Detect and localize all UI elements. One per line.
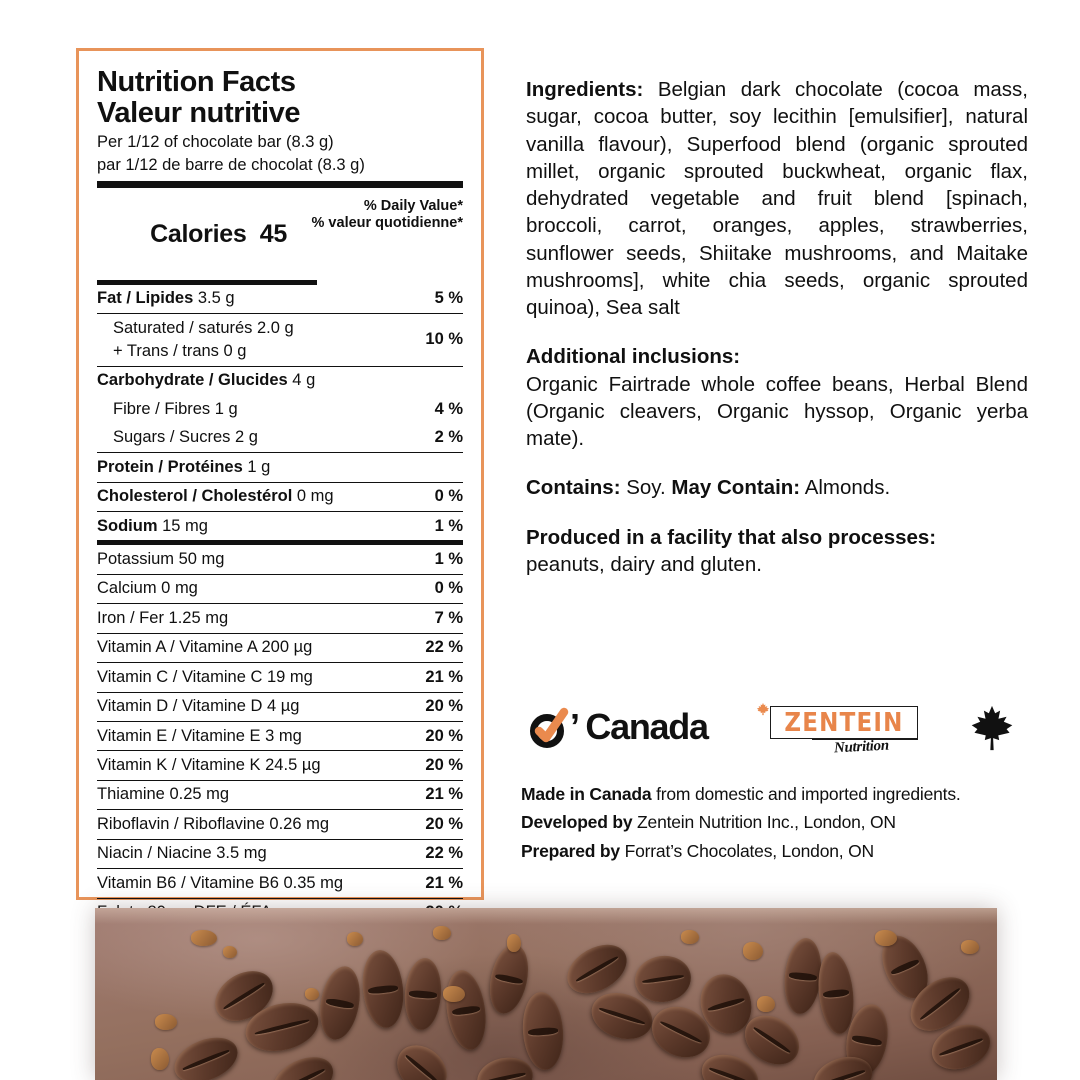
credit-label: Developed by bbox=[521, 812, 633, 833]
ocanada-wordmark: ’ Canada bbox=[570, 706, 708, 747]
superfood-crumb bbox=[681, 930, 699, 944]
superfood-crumb bbox=[757, 996, 775, 1012]
nutrient-amount: 4 g bbox=[287, 371, 316, 390]
nutrient-amount: 0 mg bbox=[292, 487, 334, 506]
nutrient-amount: 3.5 g bbox=[193, 289, 235, 308]
superfood-crumb bbox=[875, 930, 897, 946]
table-row bbox=[97, 367, 463, 395]
allergen-statement bbox=[526, 474, 1028, 501]
nutrient-dv: 5 % bbox=[434, 289, 463, 308]
nutrient-amount: Vitamin K / Vitamine K 24.5 µg bbox=[97, 755, 321, 774]
credit-value: Forrat’s Chocolates, London, ON bbox=[619, 840, 874, 861]
table-row bbox=[97, 840, 463, 868]
table-row bbox=[97, 512, 463, 540]
nutrient-amount: Vitamin D / Vitamine D 4 µg bbox=[97, 697, 300, 716]
daily-value-header-french: % valeur quotidienne* bbox=[311, 215, 463, 232]
superfood-crumb bbox=[223, 946, 237, 958]
nutrient-amount: Niacin / Niacine 3.5 mg bbox=[97, 844, 267, 863]
nutrient-dv: 0 % bbox=[434, 579, 463, 598]
superfood-crumb bbox=[191, 930, 217, 946]
nutrient-amount: 15 mg bbox=[157, 516, 208, 535]
divider-thick-top bbox=[97, 181, 463, 188]
superfood-crumb bbox=[151, 1048, 169, 1070]
nutrition-facts-panel bbox=[76, 48, 484, 900]
credits-block bbox=[521, 780, 1041, 865]
calories-value: 45 bbox=[259, 219, 287, 248]
calories-row bbox=[97, 188, 463, 278]
may-contain-value: Almonds. bbox=[800, 476, 891, 500]
nutrient-label: Sodium bbox=[97, 516, 158, 535]
nutrient-label: Protein / Protéines bbox=[97, 457, 243, 476]
nutrient-amount: Vitamin A / Vitamine A 200 µg bbox=[97, 638, 313, 657]
table-row bbox=[97, 722, 463, 750]
nutrient-dv: 20 % bbox=[425, 814, 463, 833]
calories-label: Calories bbox=[150, 219, 247, 248]
table-row bbox=[97, 395, 463, 423]
nutrient-amount: Iron / Fer 1.25 mg bbox=[97, 608, 229, 627]
nutrient-amount-secondary: + Trans / trans 0 g bbox=[113, 342, 247, 361]
superfood-crumb bbox=[507, 934, 521, 952]
table-row bbox=[97, 810, 463, 838]
ocanada-logo bbox=[526, 704, 708, 750]
nutrition-title-french: Valeur nutritive bbox=[97, 96, 301, 129]
superfood-crumb bbox=[155, 1014, 177, 1030]
nutrient-amount: Potassium 50 mg bbox=[97, 549, 225, 568]
nutrient-amount: Thiamine 0.25 mg bbox=[97, 785, 230, 804]
nutrient-dv: 22 % bbox=[425, 638, 463, 657]
table-row bbox=[97, 575, 463, 603]
table-row bbox=[97, 424, 463, 452]
nutrient-dv: 7 % bbox=[434, 608, 463, 627]
facility-heading: Produced in a facility that also processes: bbox=[526, 525, 937, 549]
credit-value: from domestic and imported ingredients. bbox=[651, 784, 961, 804]
additional-inclusions-text: Organic Fairtrade whole coffee beans, Herbal Blend (Organic cleavers, Organic hyssop, Organic yerba mate). bbox=[526, 372, 1028, 450]
superfood-crumb bbox=[347, 932, 363, 946]
superfood-crumb bbox=[443, 986, 465, 1002]
zentein-wordmark: ZENTEIN bbox=[784, 707, 904, 738]
nutrient-amount: Riboflavin / Riboflavine 0.26 mg bbox=[97, 814, 330, 833]
nutrient-amount: Vitamin B6 / Vitamine B6 0.35 mg bbox=[97, 873, 344, 892]
daily-value-header-english: % Daily Value* bbox=[363, 197, 463, 214]
chocolate-bar-photo bbox=[95, 908, 997, 1080]
nutrient-dv: 20 % bbox=[425, 755, 463, 774]
table-row bbox=[97, 781, 463, 809]
credit-line bbox=[521, 780, 1041, 808]
table-row bbox=[97, 545, 463, 573]
credit-label: Prepared by bbox=[521, 840, 620, 861]
nutrient-amount: Sugars / Sucres 2 g bbox=[113, 428, 258, 447]
ingredients-text: Belgian dark chocolate (cocoa mass, sugar, cocoa butter, soy lecithin [emulsifier], natural vanilla flavour), Superfood blend (organic sprouted millet, organic sprouted buckwheat, organic flax, dehydrated vegetable and fruit blend [spinach, broccoli, carrot, oranges, apples, strawberries, sunflower seeds, Shiitake mushrooms, and Maitake mushrooms], white chia seeds, organic sprouted quinoa), Sea salt bbox=[526, 78, 1028, 319]
table-row bbox=[97, 314, 463, 366]
nutrient-dv: 10 % bbox=[425, 330, 463, 349]
nutrient-dv: 20 % bbox=[425, 726, 463, 745]
nutrient-dv: 21 % bbox=[425, 667, 463, 686]
table-row bbox=[97, 634, 463, 662]
nutrient-amount: Fibre / Fibres 1 g bbox=[113, 399, 238, 418]
nutrient-dv: 1 % bbox=[434, 516, 463, 535]
ingredients-column bbox=[526, 76, 1028, 578]
nutrition-title-english: Nutrition Facts bbox=[97, 66, 296, 98]
spacer bbox=[526, 452, 1028, 474]
nutrient-dv: 20 % bbox=[425, 697, 463, 716]
nutrient-label: Fat / Lipides bbox=[97, 289, 194, 308]
table-row bbox=[97, 693, 463, 721]
spacer bbox=[526, 321, 1028, 343]
logo-row bbox=[526, 700, 1038, 762]
serving-size-english: Per 1/12 of chocolate bar (8.3 g) bbox=[97, 133, 334, 152]
nutrient-amount: 1 g bbox=[242, 457, 271, 476]
maple-leaf-icon bbox=[969, 704, 1015, 752]
nutrient-amount: Saturated / saturés 2.0 g bbox=[113, 318, 294, 337]
nutrient-dv: 21 % bbox=[425, 873, 463, 892]
table-row bbox=[97, 483, 463, 511]
nutrient-dv: 1 % bbox=[434, 549, 463, 568]
credit-line bbox=[521, 837, 1041, 865]
zentein-logo bbox=[748, 702, 926, 760]
nutrient-dv: 2 % bbox=[434, 428, 463, 447]
nutrient-amount: Vitamin E / Vitamine E 3 mg bbox=[97, 726, 302, 745]
zentein-sub-wordmark: Nutrition bbox=[833, 737, 890, 757]
ingredients-heading: Ingredients: bbox=[526, 78, 644, 101]
nutrient-label: Cholesterol / Cholestérol bbox=[97, 487, 293, 506]
nutrient-amount: Vitamin C / Vitamine C 19 mg bbox=[97, 667, 313, 686]
superfood-crumb bbox=[305, 988, 319, 1000]
table-row bbox=[97, 285, 463, 313]
nutrient-dv: 4 % bbox=[434, 399, 463, 418]
nutrient-label: Carbohydrate / Glucides bbox=[97, 371, 288, 390]
table-row bbox=[97, 869, 463, 897]
spacer bbox=[526, 502, 1028, 524]
nutrient-amount: Calcium 0 mg bbox=[97, 579, 198, 598]
superfood-crumb bbox=[743, 942, 763, 960]
calories-label-value bbox=[97, 191, 287, 278]
serving-size-french: par 1/12 de barre de chocolat (8.3 g) bbox=[97, 155, 365, 174]
contains-label: Contains: bbox=[526, 476, 621, 500]
nutrient-dv: 21 % bbox=[425, 785, 463, 804]
ocanada-checkmark-icon bbox=[526, 704, 572, 750]
table-row bbox=[97, 604, 463, 632]
superfood-crumb bbox=[961, 940, 979, 954]
daily-value-header bbox=[312, 191, 463, 233]
nutrient-dv: 0 % bbox=[434, 487, 463, 506]
contains-value: Soy. bbox=[620, 476, 672, 500]
zentein-box-frame bbox=[770, 706, 918, 739]
facility-text: peanuts, dairy and gluten. bbox=[526, 552, 762, 576]
credit-line bbox=[521, 808, 1041, 836]
credit-label: Made in Canada bbox=[521, 784, 652, 804]
table-row bbox=[97, 453, 463, 481]
ingredients-paragraph bbox=[526, 76, 1028, 321]
credit-value: Zentein Nutrition Inc., London, ON bbox=[632, 812, 896, 833]
superfood-crumb bbox=[433, 926, 451, 940]
table-row bbox=[97, 751, 463, 779]
maple-leaf-icon-small bbox=[756, 702, 770, 716]
table-row bbox=[97, 663, 463, 691]
chocolate-top-sheen bbox=[95, 908, 997, 924]
may-contain-label: May Contain: bbox=[671, 476, 801, 500]
additional-inclusions-heading: Additional inclusions: bbox=[526, 345, 741, 369]
nutrient-dv: 22 % bbox=[425, 844, 463, 863]
